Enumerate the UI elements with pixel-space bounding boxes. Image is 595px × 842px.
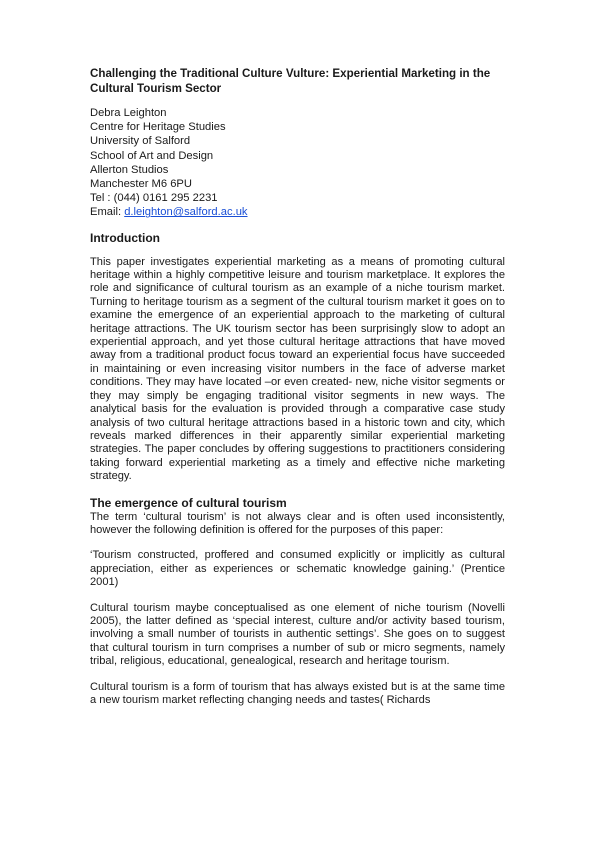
paper-title: Challenging the Traditional Culture Vulture: Experiential Marketing in the Cultural Tourism Sector [90,67,491,95]
author-block [90,106,505,220]
emergence-paragraph-3: Cultural tourism is a form of tourism that has always existed but is at the same time a new tourism market reflecting changing needs and tastes( Richards [90,680,505,706]
author-building: Allerton Studios [90,163,169,176]
author-school: School of Art and Design [90,149,214,162]
author-tel: Tel : (044) 0161 295 2231 [90,192,218,205]
author-city: Manchester M6 6PU [90,178,192,191]
introduction-heading: Introduction [90,230,160,245]
email-link[interactable]: d.leighton@salford.ac.uk [124,206,248,219]
email-label: Email: [90,206,125,219]
emergence-heading: The emergence of cultural tourism [90,495,287,510]
author-university: University of Salford [90,135,191,148]
introduction-body: This paper investigates experiential marketing as a means of promoting cultural heritage within a highly competitive leisure and tourism marketplace. It explores the role and significance of cultural tourism as an example of a niche tourism market. Turning to heritage tourism as a segment of the cultural tourism market it goes on to examine the emergence of an experiential approach to the marketing of cultural heritage attractions. The UK tourism sector has been surprisingly slow to adopt an experiential approach, and yet those cultural heritage attractions that have moved away from a traditional product focus toward an experiential focus have succeeded in maintaining or even increasing visitor numbers in the face of adverse market conditions. They may have located –or even created- new, niche visitor segments or they may simply be engaging traditional visitor segments in new ways. The analytical basis for the evaluation is provided through a comparative case study analysis of two cultural heritage attractions based in a historic town and city, which reveals marked differences in their apparently similar experiential marketing strategies. The paper concludes by offering suggestions to practitioners considering taking forward experiential marketing as a timely and effective niche marketing strategy. [90,255,505,483]
emergence-paragraph-2: Cultural tourism maybe conceptualised as one element of niche tourism (Novelli 2005), the latter defined as ‘special interest, culture and/or activity based tourism, involving a small number of tourists in authentic settings’. She goes on to suggest that cultural tourism in turn comprises a number of sub or micro segments, namely tribal, religious, educational, genealogical, research and heritage tourism. [90,601,505,668]
paper-content [90,66,505,707]
author-email-line [90,205,505,219]
definition-quote: ‘Tourism constructed, proffered and consumed explicitly or implicitly as cultural appreciation, either as experiences or schematic knowledge gaining.’ (Prentice 2001) [90,549,505,589]
author-name: Debra Leighton [90,107,167,119]
emergence-paragraph-1: The term ‘cultural tourism’ is not always clear and is often used inconsistently, however the following definition is offered for the purposes of this paper: [90,510,505,536]
author-centre: Centre for Heritage Studies [90,121,226,134]
